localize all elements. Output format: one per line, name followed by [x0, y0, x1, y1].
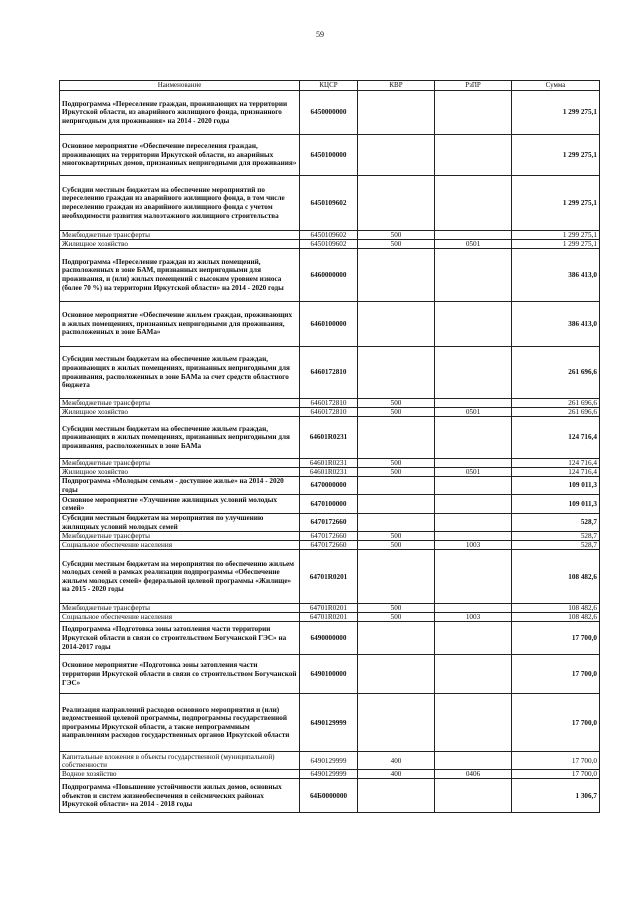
cell-name: Социальное обеспечение населения: [60, 613, 300, 622]
cell-rzpr: [435, 622, 512, 655]
table-row: [60, 408, 600, 417]
cell-kcsr: 6460172810: [300, 408, 358, 417]
cell-sum: 528,7: [512, 532, 600, 541]
cell-kcsr: 6470172660: [300, 532, 358, 541]
header-sum: Сумма: [512, 81, 600, 91]
cell-rzpr: [435, 655, 512, 694]
cell-kcsr: 6490129999: [300, 694, 358, 752]
cell-kcsr: 6450109602: [300, 176, 358, 231]
cell-rzpr: [435, 752, 512, 770]
table-row: [60, 176, 600, 231]
table-row: [60, 417, 600, 459]
cell-kvr: [358, 779, 435, 813]
cell-rzpr: [435, 604, 512, 613]
cell-kvr: [358, 514, 435, 532]
cell-kvr: 400: [358, 770, 435, 779]
cell-kvr: [358, 91, 435, 135]
cell-kvr: 500: [358, 459, 435, 468]
cell-kvr: 500: [358, 541, 435, 550]
cell-name: Основное мероприятие «Подготовка зоны затопления части территории Иркутской области в связи со строительством Богучанской ГЭС»: [60, 655, 300, 694]
cell-name: Реализация направлений расходов основного мероприятия и (или) ведомственной целевой программы, подпрограммы государственной программы Иркутской области, а также непрограммным направлениям расходов государственных органов Иркутской области: [60, 694, 300, 752]
cell-sum: 261 696,6: [512, 399, 600, 408]
cell-kcsr: 6490129999: [300, 770, 358, 779]
cell-rzpr: [435, 135, 512, 176]
cell-name: Субсидии местным бюджетам на мероприятия по улучшению жилищных условий молодых семей: [60, 514, 300, 532]
cell-name: Социальное обеспечение населения: [60, 541, 300, 550]
cell-sum: 124 716,4: [512, 468, 600, 477]
cell-sum: 386 413,0: [512, 302, 600, 347]
cell-name: Межбюджетные трансферты: [60, 459, 300, 468]
cell-rzpr: [435, 399, 512, 408]
cell-kvr: [358, 135, 435, 176]
cell-kvr: [358, 347, 435, 399]
cell-sum: 1 299 275,1: [512, 91, 600, 135]
cell-kcsr: 6470172660: [300, 541, 358, 550]
cell-kvr: [358, 477, 435, 495]
cell-kcsr: 6460172810: [300, 347, 358, 399]
cell-name: Межбюджетные трансферты: [60, 604, 300, 613]
cell-rzpr: [435, 477, 512, 495]
cell-kvr: [358, 417, 435, 459]
cell-name: Жилищное хозяйство: [60, 240, 300, 249]
cell-sum: 17 700,0: [512, 752, 600, 770]
table-row: [60, 249, 600, 302]
cell-sum: 108 482,6: [512, 604, 600, 613]
cell-kcsr: 64701R0201: [300, 550, 358, 604]
cell-sum: 528,7: [512, 514, 600, 532]
cell-sum: 261 696,6: [512, 408, 600, 417]
table-row: [60, 231, 600, 240]
cell-kvr: [358, 495, 435, 514]
table-row: [60, 541, 600, 550]
cell-name: Субсидии местным бюджетам на мероприятия по обеспечению жильем молодых семей в рамках реализации подпрограммы «Обеспечение жильем молодых семей» федеральной целевой программы «Жилище» на 2015 - 2020 годы: [60, 550, 300, 604]
cell-name: Подпрограмма «Молодым семьям - доступное жилье» на 2014 - 2020 годы: [60, 477, 300, 495]
cell-kcsr: 6490000000: [300, 622, 358, 655]
cell-kvr: 500: [358, 231, 435, 240]
cell-sum: 17 700,0: [512, 694, 600, 752]
cell-kcsr: 64701R0201: [300, 604, 358, 613]
header-kcsr: КЦСР: [300, 81, 358, 91]
cell-kcsr: 6460172810: [300, 399, 358, 408]
table-row: [60, 752, 600, 770]
cell-kcsr: 6460000000: [300, 249, 358, 302]
header-kvr: КВР: [358, 81, 435, 91]
cell-rzpr: [435, 249, 512, 302]
table-row: [60, 622, 600, 655]
table-row: [60, 477, 600, 495]
cell-sum: 1 299 275,1: [512, 176, 600, 231]
cell-kcsr: 64601R0231: [300, 417, 358, 459]
cell-sum: 1 299 275,1: [512, 135, 600, 176]
cell-name: Жилищное хозяйство: [60, 408, 300, 417]
cell-rzpr: [435, 779, 512, 813]
table-row: [60, 240, 600, 249]
cell-kvr: [358, 655, 435, 694]
table-header-row: [60, 81, 600, 91]
cell-rzpr: 0406: [435, 770, 512, 779]
cell-kcsr: 6450109602: [300, 231, 358, 240]
cell-kcsr: 6490129999: [300, 752, 358, 770]
table-row: [60, 347, 600, 399]
cell-kcsr: 6460100000: [300, 302, 358, 347]
table-row: [60, 302, 600, 347]
cell-name: Основное мероприятие «Обеспечение жильем граждан, проживающих в жилых помещениях, признанных непригодными для проживания, расположенных в зоне БАМа»: [60, 302, 300, 347]
cell-kvr: 400: [358, 752, 435, 770]
cell-name: Основное мероприятие «Улучшение жилищных условий молодых семей»: [60, 495, 300, 514]
cell-sum: 108 482,6: [512, 613, 600, 622]
table-row: [60, 655, 600, 694]
cell-rzpr: 0501: [435, 468, 512, 477]
cell-name: Жилищное хозяйство: [60, 468, 300, 477]
cell-name: Межбюджетные трансферты: [60, 532, 300, 541]
cell-sum: 124 716,4: [512, 459, 600, 468]
cell-sum: 528,7: [512, 541, 600, 550]
cell-kvr: 500: [358, 408, 435, 417]
cell-kcsr: 6450109602: [300, 240, 358, 249]
table-row: [60, 770, 600, 779]
cell-sum: 17 700,0: [512, 622, 600, 655]
page-number: 59: [316, 30, 324, 39]
cell-kvr: [358, 694, 435, 752]
cell-rzpr: [435, 532, 512, 541]
cell-kcsr: 64601R0231: [300, 459, 358, 468]
cell-kvr: [358, 302, 435, 347]
table-row: [60, 514, 600, 532]
cell-rzpr: [435, 176, 512, 231]
cell-kvr: [358, 622, 435, 655]
cell-kvr: 500: [358, 604, 435, 613]
cell-sum: 124 716,4: [512, 417, 600, 459]
cell-sum: 17 700,0: [512, 655, 600, 694]
cell-name: Межбюджетные трансферты: [60, 231, 300, 240]
table-row: [60, 779, 600, 813]
cell-rzpr: [435, 550, 512, 604]
cell-rzpr: 1003: [435, 541, 512, 550]
cell-kcsr: 6490100000: [300, 655, 358, 694]
table-row: [60, 604, 600, 613]
table-row: [60, 532, 600, 541]
cell-name: Капитальные вложения в объекты государственной (муниципальной) собственности: [60, 752, 300, 770]
cell-sum: 1 299 275,1: [512, 240, 600, 249]
cell-name: Подпрограмма «Повышение устойчивости жилых домов, основных объектов и систем жизнеобеспечения в сейсмических районах Иркутской области» на 2014 - 2018 годы: [60, 779, 300, 813]
table-row: [60, 468, 600, 477]
cell-kcsr: 64601R0231: [300, 468, 358, 477]
cell-name: Подпрограмма «Подготовка зоны затопления части территории Иркутской области в связи со строительством Богучанской ГЭС» на 2014-2017 годы: [60, 622, 300, 655]
cell-kcsr: 6450100000: [300, 135, 358, 176]
cell-name: Субсидии местным бюджетам на обеспечение жильем граждан, проживающих в жилых помещениях, признанных непригодными для проживания, расположенных в зоне БАМа: [60, 417, 300, 459]
cell-kcsr: 6470172660: [300, 514, 358, 532]
cell-kcsr: 6450000000: [300, 91, 358, 135]
cell-kvr: 500: [358, 613, 435, 622]
cell-name: Водное хозяйство: [60, 770, 300, 779]
cell-name: Основное мероприятие «Обеспечение переселения граждан, проживающих на территории Иркутской области, из аварийных многоквартирных домов, признанных непригодными для проживания»: [60, 135, 300, 176]
cell-rzpr: [435, 302, 512, 347]
cell-rzpr: [435, 417, 512, 459]
cell-rzpr: 0501: [435, 240, 512, 249]
table-row: [60, 399, 600, 408]
cell-rzpr: [435, 231, 512, 240]
cell-kcsr: 6470000000: [300, 477, 358, 495]
cell-name: Подпрограмма «Переселение граждан, проживающих на территории Иркутской области, из аварийного жилищного фонда, признанного непригодным для проживания» на 2014 - 2020 годы: [60, 91, 300, 135]
cell-name: Межбюджетные трансферты: [60, 399, 300, 408]
cell-sum: 109 011,3: [512, 495, 600, 514]
budget-table: [59, 80, 600, 813]
table-body: [60, 91, 600, 813]
cell-kcsr: 64Б0000000: [300, 779, 358, 813]
table-row: [60, 135, 600, 176]
cell-name: Подпрограмма «Переселение граждан из жилых помещений, расположенных в зоне БАМ, признанных непригодными для проживания, и (или) жилых помещений с высоким уровнем износа (более 70 %) на территории Иркутской области» на 2014 - 2020 годы: [60, 249, 300, 302]
cell-kvr: [358, 550, 435, 604]
cell-rzpr: [435, 694, 512, 752]
cell-kvr: [358, 176, 435, 231]
header-name: Наименование: [60, 81, 300, 91]
cell-name: Субсидии местным бюджетам на обеспечение жильем граждан, проживающих в жилых помещениях, признанных непригодными для проживания, расположенных в зоне БАМа за счет средств областного бюджета: [60, 347, 300, 399]
cell-kcsr: 6470100000: [300, 495, 358, 514]
cell-sum: 109 011,3: [512, 477, 600, 495]
cell-kcsr: 64701R0201: [300, 613, 358, 622]
cell-rzpr: 1003: [435, 613, 512, 622]
cell-rzpr: [435, 91, 512, 135]
cell-rzpr: 0501: [435, 408, 512, 417]
cell-sum: 1 306,7: [512, 779, 600, 813]
cell-rzpr: [435, 347, 512, 399]
cell-kvr: [358, 249, 435, 302]
cell-kvr: 500: [358, 399, 435, 408]
cell-sum: 17 700,0: [512, 770, 600, 779]
cell-name: Субсидии местным бюджетам на обеспечение мероприятий по переселению граждан из аварийного жилищного фонда, в том числе переселению граждан из аварийного жилищного фонда с учетом необходимости развития малоэтажного жилищного строительства: [60, 176, 300, 231]
cell-rzpr: [435, 459, 512, 468]
table-row: [60, 694, 600, 752]
table-row: [60, 495, 600, 514]
cell-kvr: 500: [358, 240, 435, 249]
cell-sum: 386 413,0: [512, 249, 600, 302]
cell-rzpr: [435, 495, 512, 514]
header-rzpr: РзПР: [435, 81, 512, 91]
cell-kvr: 500: [358, 532, 435, 541]
cell-sum: 1 299 275,1: [512, 231, 600, 240]
cell-sum: 261 696,6: [512, 347, 600, 399]
cell-sum: 108 482,6: [512, 550, 600, 604]
cell-kvr: 500: [358, 468, 435, 477]
table-row: [60, 550, 600, 604]
cell-rzpr: [435, 514, 512, 532]
table-row: [60, 613, 600, 622]
table-row: [60, 459, 600, 468]
table-row: [60, 91, 600, 135]
